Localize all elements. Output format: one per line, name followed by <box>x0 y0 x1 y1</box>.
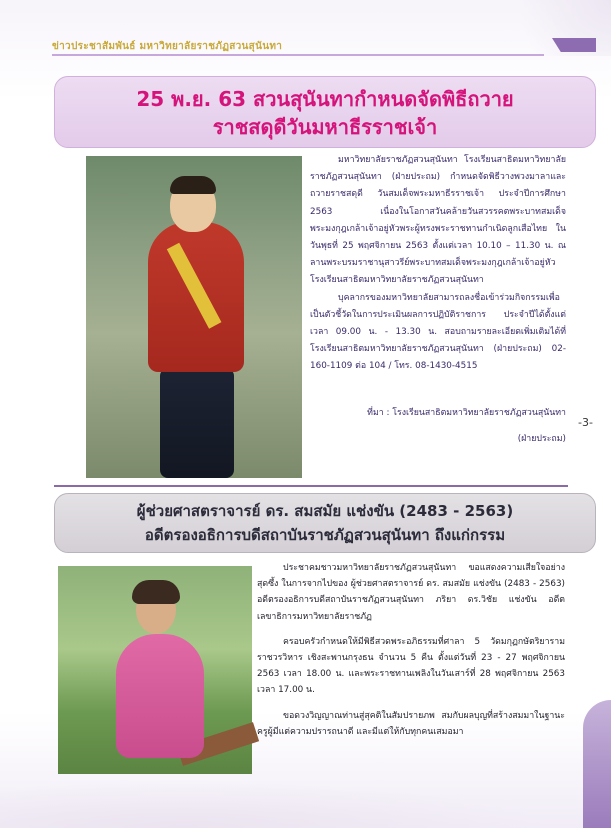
article2-title-line2: อดีตรองอธิการบดีสถาบันราชภัฏสวนสุนันทา ถึงแก่กรรม <box>144 526 506 544</box>
article2-paragraph3: ขอดวงวิญญาณท่านสู่สุคติในสัมปรายภพ สมกับผลบุญที่สร้างสมมาในฐานะครูผู้มีแต่ความปรารถนาดี และมีแต่ให้กับทุกคนเสมอมา <box>257 710 565 737</box>
portrait-figure-dress <box>116 634 204 758</box>
article2-title-box <box>54 493 596 553</box>
article2-body <box>257 560 565 749</box>
article1-source-line1: ที่มา : โรงเรียนสาธิตมหาวิทยาลัยราชภัฏสวนสุนันทา <box>367 408 566 418</box>
bottom-swirl-decoration <box>0 774 611 828</box>
article1-title-line2: ราชสดุดีวันมหาธีรราชเจ้า <box>212 115 438 139</box>
portrait-figure-legs <box>160 368 234 478</box>
section-header-text: ข่าวประชาสัมพันธ์ มหาวิทยาลัยราชภัฏสวนสุนันทา <box>52 41 283 52</box>
article1-source <box>310 400 566 452</box>
article1-title-line1: 25 พ.ย. 63 สวนสุนันทากำหนดจัดพิธีถวาย <box>136 87 514 111</box>
king-portrait-photo <box>86 156 302 478</box>
article1-body <box>310 152 566 444</box>
section-divider <box>54 485 568 487</box>
article1-paragraph2: บุคลากรของมหาวิทยาลัยสามารถลงชื่อเข้าร่วมกิจกรรมเพื่อเป็นตัวชี้วัดในการประเมินผลการปฏิบัติราชการ ประจำปีได้ตั้งแต่เวลา 09.00 น. - 13.30 น. สอบถามรายละเอียดเพิ่มเติมได้ที่โรงเรียนสาธิตมหาวิทยาลัยราชภัฏสวนสุนันทา (ฝ่ายประถม) 02-160-1109 ต่อ 104 / โทร. 08-1430-4515 <box>310 292 566 372</box>
article1-title-box <box>54 76 596 148</box>
article2-paragraph1: ประชาคมชาวมหาวิทยาลัยราชภัฏสวนสุนันทา ขอแสดงความเสียใจอย่างสุดซึ้ง ในการจากไปของ ผู้ช่วยศาสตราจารย์ ดร. สมสมัย แช่งขัน (2483 - 2563) อดีตรองอธิการบดีสถาบันราชภัฏสวนสุนันทา ภริยา ดร.วิชัย แช่งขัน อดีตเลขาธิการมหาวิทยาลัยราชภัฏ <box>257 563 565 622</box>
page-number: -3- <box>578 416 593 429</box>
header-divider <box>52 54 544 56</box>
obituary-portrait-photo <box>58 566 252 774</box>
article2-paragraph2: ครอบครัวกำหนดให้มีพิธีสวดพระอภิธรรมที่ศาลา 5 วัดมกุฏกษัตริยารามราชวรวิหาร เชิงสะพานกรุงธน จำนวน 5 คืน ตั้งแต่วันที่ 23 - 27 พฤศจิกายน 2563 เวลา 18.00 น. และพระราชทานเพลิงในวันเสาร์ที่ 28 พฤศจิกายน 2563 เวลา 17.00 น. <box>257 636 565 696</box>
section-header <box>52 36 596 56</box>
article1-paragraph1: มหาวิทยาลัยราชภัฏสวนสุนันทา โรงเรียนสาธิตมหาวิทยาลัยราชภัฏสวนสุนันทา (ฝ่ายประถม) กำหนดจัดพิธีวางพวงมาลาและถวายราชสดุดี วันสมเด็จพระมหาธีรราชเจ้า ประจำปีการศึกษา 2563 เนื่องในโอกาสวันคล้ายวันสวรรคตพระบาทสมเด็จพระมงกุฎเกล้าเจ้าอยู่หัวพระผู้ทรงพระราชทานกำเนิดลูกเสือไทย ในวันพุธที่ 25 พฤศจิกายน 2563 ตั้งแต่เวลา 10.10 – 11.30 น. ณ ลานพระบรมราชานุสาวรีย์พระบาทสมเด็จพระมงกุฎเกล้าเจ้าอยู่หัว โรงเรียนสาธิตมหาวิทยาลัยราชภัฏสวนสุนันทา <box>310 155 566 286</box>
portrait-figure-hair <box>170 176 216 194</box>
article1-source-line2: (ฝ่ายประถม) <box>517 434 566 444</box>
article2-title-line1: ผู้ช่วยศาสตราจารย์ ดร. สมสมัย แช่งขัน (2483 - 2563) <box>136 502 514 520</box>
portrait-figure-hair <box>132 580 180 604</box>
